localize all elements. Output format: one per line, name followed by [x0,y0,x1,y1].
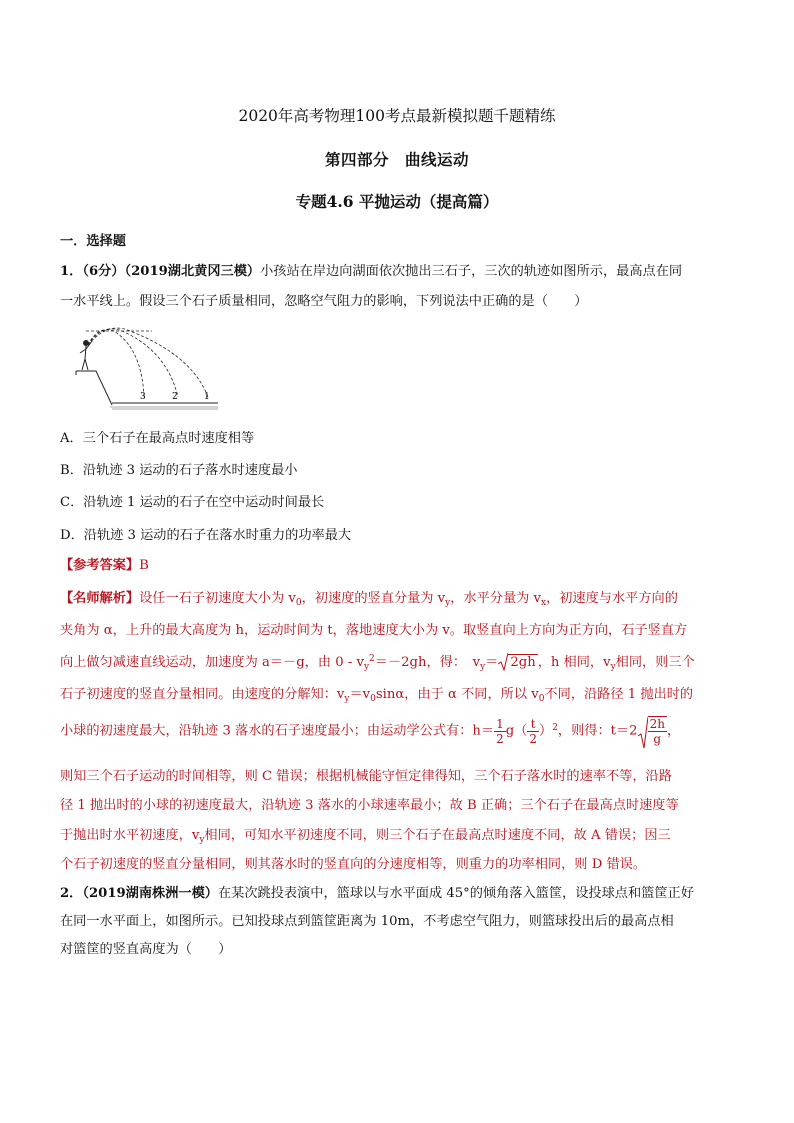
analysis-line5: 小球的初速度最大，沿轨迹 3 落水的石子速度最小；由运动学公式有：h＝ $\frac{1}{2}$ g（ $\frac{t}{2}$ ）$^2$，则得：t＝2 $\frac{2h}{g}$ ， [60,716,681,746]
q2-text1: 在某次跳投表演中，篮球以与水平面成 45°的倾角落入篮筐，设投球点和篮筐正好 [217,886,694,901]
option-a: A．三个石子在最高点时速度相等 [60,431,255,446]
fraction-t-half [527,717,539,746]
label-1: 1 [204,392,210,402]
option-d: D．沿轨迹 3 运动的石子在落水时重力的功率最大 [60,528,352,543]
analysis-line9: 个石子初速度的竖直分量相同，则其落水时的竖直向的分速度相等，则重力的功率相同，则 D 错误。 [60,857,647,872]
q2-number: 2． [60,886,83,901]
subscript: y [363,662,370,672]
document-title: 2020年高考物理100考点最新模拟题千题精练 [238,107,556,125]
analysis-line1 [60,590,740,609]
denominator: 2 [529,731,537,746]
child-figure [80,341,92,371]
analysis-text: ，则得：t＝2 [557,723,638,739]
analysis-text: 不同，沿路径 1 抛出时的 [544,687,694,702]
analysis-text: 石子初速度的竖直分量相同。由速度的分解知：v [60,687,345,702]
trajectory-3 [88,330,144,397]
section-heading: 一．选择题 [60,234,126,249]
subscript: x [540,598,547,608]
analysis-text: 小球的初速度最大，沿轨迹 3 落水的石子速度最小；由运动学公式有：h＝ [60,723,495,739]
q1-stem-line2: 一水平线上。假设三个石子质量相同，忽略空气阻力的影响，下列说法中正确的是（ ） [60,294,588,309]
superscript: 2 [552,722,558,733]
analysis-line7: 径 1 抛出时的小球的初速度最大，沿轨迹 3 落水的小球速率最小；故 B 正确；三个石子在最高点时速度等 [60,798,679,813]
analysis-text: ，初速度的竖直分量为 v [301,591,446,606]
analysis-line6: 则知三个石子运动的时间相等，则 C 错误；根据机械能守恒定律得知，三个石子落水时的速率不等，沿路 [60,769,672,784]
subscript: y [610,662,616,672]
fraction-one-half [494,717,506,746]
analysis-text: ，h 相同，v [537,655,611,670]
numerator: 2h [649,717,665,731]
analysis-line4 [60,686,740,705]
analysis-line3 [60,654,740,673]
analysis-text: ，初速度与水平方向的 [546,591,678,606]
q2-source: （2019湖南株洲一模） [82,886,218,901]
label-2: 2 [172,392,178,402]
sqrt-2gh [498,654,537,672]
analysis-text: 设任一石子初速度大小为 v [139,591,296,606]
subscript: y [199,835,205,845]
q1-stem-line1 [60,263,740,281]
analysis-text: 向上做匀减速直线运动，加速度为 a＝－g，由 0 - v [60,655,364,670]
analysis-text: 相同，可知水平初速度不同，则三个石子在最高点时速度不同，故 A 错误；因三 [204,828,671,843]
analysis-text: g（ [505,723,528,739]
answer-value: B [139,558,149,573]
option-c: C．沿轨迹 1 运动的石子在空中运动时间最长 [60,495,325,510]
cliff [76,371,112,405]
trajectory-2 [88,329,178,397]
label-3: 3 [140,392,146,402]
sqrt-2h-over-g [638,716,667,746]
analysis-text: ，水平分量为 v [450,591,541,606]
analysis-label: 【名师解析】 [60,591,140,606]
q2-line3: 对篮筐的竖直高度为（ ） [60,942,232,957]
q1-number: 1． [60,264,83,279]
fraction-2h-g [648,716,667,746]
q1-stem-text1: 小孩站在岸边向湖面依次抛出三石子，三次的轨迹如图所示，最高点在同 [260,264,683,279]
numerator: t [527,717,539,732]
analysis-text: sinα，由于 α 不同，所以 v [375,687,539,702]
analysis-text: 于抛出时水平初速度，v [60,828,200,843]
subscript: 0 [538,694,545,704]
answer-line [60,557,740,575]
subscript: y [480,662,486,672]
analysis-text: 相同，则三个 [615,655,695,670]
water-hatching [110,407,218,409]
analysis-line2: 夹角为 α，上升的最大高度为 h，运动时间为 t，落地速度大小为 v。取竖直向上方向为正方向，石子竖直方 [60,623,688,638]
answer-label: 【参考答案】 [60,558,140,573]
sqrt-content: 2gh [510,655,536,670]
superscript: 2 [369,654,375,664]
subscript: y [344,694,350,704]
subscript: y [445,598,451,608]
numerator: 1 [496,716,504,731]
q1-score: （6分） [82,264,125,279]
analysis-text: ＝－2gh，得： v [374,655,481,670]
q1-source: （2019湖北黄冈三模） [124,264,261,279]
option-b: B．沿轨迹 3 运动的石子落水时速度最小 [60,463,298,478]
q2-line2: 在同一水平面上，如图所示。已知投球点到篮筐距离为 10m，不考虑空气阻力，则篮球投出后的最高点相 [60,914,674,929]
part-title: 第四部分 曲线运动 [324,150,469,169]
denominator: 2 [496,731,504,746]
analysis-line8 [60,827,740,846]
denominator: g [653,732,662,746]
subscript: 0 [370,694,376,704]
topic-title: 专题4.6 平抛运动（提高篇） [295,192,499,211]
analysis-text: ＝v [349,687,371,702]
trajectory-1 [88,328,208,397]
analysis-text: ＝ [485,655,499,670]
subscript: 0 [295,598,302,608]
analysis-text: ） [539,723,553,739]
q2-line1 [60,885,740,903]
q1-trajectory-figure [72,325,222,415]
